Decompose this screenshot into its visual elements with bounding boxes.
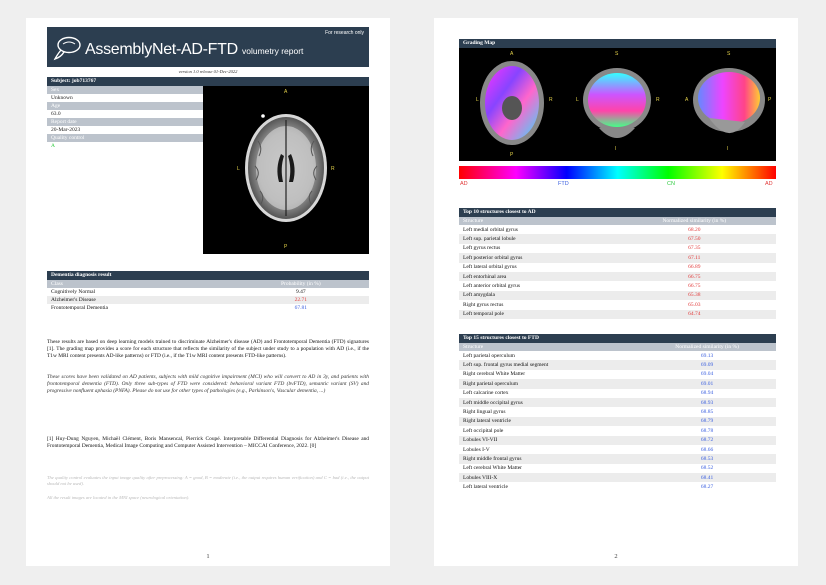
structure-name: Right middle frontal gyrus (459, 454, 638, 463)
view1-bottom-label: P (510, 152, 514, 158)
version-line: version 1.0 release 01-Dec-2022 (178, 69, 238, 74)
class-probability: 67.81 (294, 305, 308, 311)
class-name: Frontotemporal Dementia (51, 305, 108, 311)
similarity-value: 67.11 (613, 253, 776, 262)
view2-right-label: R (656, 97, 660, 103)
structure-name: Left amygdala (459, 291, 613, 300)
structure-name: Left anterior orbital gyrus (463, 283, 520, 290)
similarity-value: 68.85 (700, 409, 714, 416)
table-row (459, 482, 776, 491)
structure-name: Left occipital pole (463, 427, 504, 434)
table-row (459, 272, 776, 281)
similarity-value: 68.20 (688, 226, 701, 233)
table-row (459, 407, 776, 416)
table-row (459, 244, 776, 253)
mni-space-note: All the result images are located in the MNI space (neurological orientation). (47, 495, 190, 500)
structure-name: Left middle occipital gyrus (459, 398, 638, 407)
dementia-col-prob: Probability (in %) (233, 280, 369, 288)
table-row (459, 379, 776, 388)
view3-top-label: S (727, 51, 731, 57)
top-ad-table (459, 217, 776, 319)
similarity-value: 68.93 (638, 398, 776, 407)
top-ad-structures-section (459, 208, 776, 319)
class-probability: 9.47 (296, 289, 306, 295)
table-row (459, 291, 776, 300)
similarity-value: 68.53 (638, 454, 776, 463)
table-row (459, 351, 776, 360)
similarity-value: 68.27 (700, 484, 714, 491)
similarity-value: 68.79 (638, 417, 776, 426)
similarity-value: 69.01 (638, 379, 776, 388)
field-label-sex: Sex (47, 86, 203, 94)
table-row (459, 426, 776, 435)
table-row (459, 473, 776, 482)
scale-label-cn: CN (667, 181, 675, 187)
scale-label-ad-left: AD (460, 181, 468, 187)
structure-name: Left sup. parietal lobule (459, 234, 613, 243)
similarity-value: 68.72 (638, 436, 776, 445)
view1-top-label: A (510, 51, 514, 57)
structure-name: Lobules VIII-X (459, 473, 638, 482)
grading-map-section (459, 39, 776, 188)
orientation-label-bottom: P (284, 244, 288, 250)
grading-scale-labels (459, 179, 776, 188)
similarity-value: 66.75 (688, 283, 701, 290)
axial-brain-image (203, 86, 369, 254)
quality-control-note: The quality control evaluates the input image quality after preprocessing: A = good, B = moderate (i.e., the output requires human verification) and C = bad (i.e., the output should not be used). (47, 475, 369, 487)
validation-paragraph: These scores have been validated on AD patients, subjects with mild cognitive impairment (MCI) who will convert to AD in 3y, and patients with frontotemporal dementia (FTD). Only three sub-types of FTD were considered: behavioral variant FTD (bvFTD), semantic variant (SV) and progressive nonfluent aphasia (PNFA). Please do not use for other types of pathologies (e.g., Parkinson's, Vascular dementia, ...) (47, 374, 369, 395)
structure-name: Left medial orbital gyrus (463, 226, 518, 233)
similarity-value: 69.04 (700, 371, 714, 378)
top-ftd-structures-section (459, 334, 776, 492)
table-row (459, 398, 776, 407)
table-row (459, 263, 776, 272)
structure-name: Right gyrus rectus (463, 301, 504, 308)
report-page-1 (26, 18, 390, 566)
similarity-value: 66.89 (688, 264, 701, 271)
table-row (459, 300, 776, 309)
orientation-label-left: L (237, 166, 240, 172)
similarity-value: 65.38 (613, 291, 776, 300)
research-only-note: For research only (325, 30, 364, 36)
report-page-2 (434, 18, 798, 566)
top-ftd-table (459, 343, 776, 492)
similarity-value: 68.52 (700, 465, 714, 472)
view3-bottom-label: I (727, 146, 729, 152)
similarity-value: 68.41 (638, 473, 776, 482)
field-value-sex: Unknown (47, 94, 203, 102)
table-row (459, 454, 776, 463)
similarity-value: 69.13 (700, 352, 714, 359)
table-row (459, 281, 776, 290)
table-row (459, 225, 776, 234)
similarity-value: 64.74 (613, 310, 776, 319)
field-label-quality-control: Quality control (47, 134, 203, 142)
similarity-value: 66.75 (613, 272, 776, 281)
table-row (459, 310, 776, 319)
assemblynet-logo-icon (53, 35, 83, 61)
table-row (459, 445, 776, 454)
field-value-age: 63.0 (47, 110, 203, 118)
similarity-value: 67.50 (613, 234, 776, 243)
structure-name: Left temporal pole (459, 310, 613, 319)
page-number: 1 (206, 553, 210, 560)
subject-fields (47, 86, 203, 150)
table-row (459, 234, 776, 243)
table-row (47, 304, 369, 312)
top-ad-col-structure: Structure (459, 217, 613, 225)
structure-name: Left entorhinal area (459, 272, 613, 281)
class-name: Cognitively Normal (51, 289, 96, 295)
view2-left-label: L (576, 97, 579, 103)
table-row (459, 360, 776, 369)
structure-name: Left parietal operculum (463, 352, 515, 359)
table-row (459, 417, 776, 426)
structure-name: Left posterior orbital gyrus (459, 253, 613, 262)
structure-name: Right parietal operculum (459, 379, 638, 388)
structure-name: Left lateral ventricle (463, 484, 508, 491)
table-row (459, 370, 776, 379)
field-value-quality-control: A (47, 142, 203, 150)
view3-right-label: P (768, 97, 772, 103)
view1-left-label: L (476, 97, 479, 103)
class-probability: 22.71 (233, 296, 369, 304)
dementia-title: Dementia diagnosis result (47, 271, 369, 280)
top-ad-title: Top 10 structures closest to AD (459, 208, 776, 217)
structure-name: Lobules VI-VII (459, 436, 638, 445)
reference-citation: [1] Huy-Dung Nguyen, Michaël Clément, Boris Mansencal, Pierrick Coupé. Interpretable Differential Diagnosis for Alzheimer's Disease and Frontotemporal Dementia, Medical Image Computing and Computer Assisted Intervention – MICCAI Conference, 2022. [0] (47, 436, 369, 450)
top-ftd-col-similarity: Normalized similarity (in %) (638, 343, 776, 351)
similarity-value: 68.66 (700, 446, 714, 453)
view2-top-label: S (615, 51, 619, 57)
table-row (47, 296, 369, 304)
structure-name: Left gyrus rectus (463, 245, 501, 252)
structure-name: Left sup. frontal gyrus medial segment (459, 360, 638, 369)
dementia-diagnosis-section (47, 271, 369, 312)
table-row (47, 288, 369, 296)
orientation-label-right: R (331, 166, 335, 172)
structure-name: Left cerebral White Matter (463, 465, 522, 472)
structure-name: Lobules I-V (463, 446, 490, 453)
view3-left-label: A (685, 97, 689, 103)
subject-title: Subject: job713767 (47, 77, 369, 86)
field-value-report-date: 20-Mar-2023 (47, 126, 203, 134)
similarity-value: 68.78 (700, 427, 714, 434)
report-title (85, 41, 303, 59)
structure-name: Right lingual gyrus (463, 409, 506, 416)
grading-map-brains (459, 48, 776, 161)
grading-map-images (459, 48, 776, 161)
description-paragraph: These results are based on deep learning models trained to discriminate Alzheimer's disease (AD) and Frontotemporal Dementia (FTD) signatures [1]. The grading map provides a score for each structure that reflects the similarity of the subject under study to a population with AD (i.e., if the T1w MRI content presents AD-like patterns) or FTD (i.e., if the T1w MRI content presents FTD-like patterns). (47, 339, 369, 360)
subject-section (47, 77, 369, 250)
orientation-label-top: A (284, 89, 288, 95)
top-ftd-title: Top 15 structures closest to FTD (459, 334, 776, 343)
field-label-report-date: Report date (47, 118, 203, 126)
field-label-age: Age (47, 102, 203, 110)
table-row (459, 436, 776, 445)
table-row (459, 253, 776, 262)
table-row (459, 464, 776, 473)
report-subtitle: volumetry report (242, 46, 304, 56)
similarity-value: 69.09 (638, 360, 776, 369)
structure-name: Left lateral orbital gyrus (463, 264, 517, 271)
axial-mri-scan (203, 86, 369, 254)
table-row (459, 389, 776, 398)
top-ftd-col-structure: Structure (459, 343, 638, 351)
app-name: AssemblyNet-AD-FTD (85, 41, 238, 58)
similarity-value: 67.35 (688, 245, 701, 252)
similarity-value: 65.03 (688, 301, 701, 308)
scale-label-ad-right: AD (765, 181, 773, 187)
structure-name: Right lateral ventricle (459, 417, 638, 426)
grading-map-title: Grading Map (459, 39, 776, 48)
view1-right-label: R (549, 97, 553, 103)
structure-name: Right cerebral White Matter (463, 371, 526, 378)
dementia-col-class: Class (47, 280, 233, 288)
report-header-banner (47, 27, 369, 67)
view2-bottom-label: I (615, 146, 617, 152)
top-ad-col-similarity: Normalized similarity (in %) (613, 217, 776, 225)
scale-label-ftd: FTD (558, 181, 569, 187)
page-number: 2 (614, 553, 618, 560)
dementia-table (47, 280, 369, 312)
structure-name: Left calcarine cortex (463, 390, 509, 397)
similarity-value: 68.94 (700, 390, 714, 397)
grading-color-scale (459, 166, 776, 179)
class-name: Alzheimer's Disease (47, 296, 233, 304)
